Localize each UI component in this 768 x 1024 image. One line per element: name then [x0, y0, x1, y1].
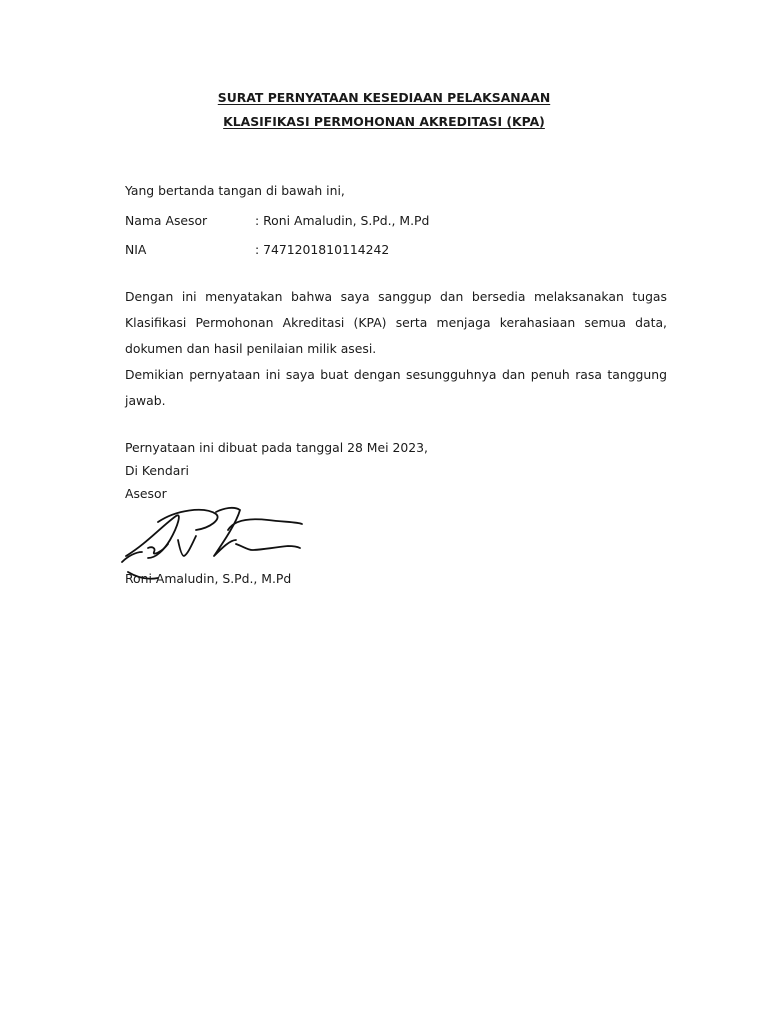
document-title-line-1: SURAT PERNYATAAN KESEDIAAN PELAKSANAAN [217, 90, 551, 105]
field-label-nama-asesor: Nama Asesor [125, 213, 208, 228]
closing-statement-paragraph [125, 362, 667, 414]
statement-line-2: Klasifikasi Permohonan Akreditasi (KPA) serta menjaga kerahasiaan semua data, [125, 315, 667, 330]
closing-statement-line-1: Demikian pernyataan ini saya buat dengan sesungguhnya dan penuh rasa tanggung [125, 367, 667, 382]
field-label-nia: NIA [125, 242, 147, 257]
place-line: Di Kendari [125, 463, 189, 478]
signer-name: Roni Amaludin, S.Pd., M.Pd [125, 571, 292, 586]
date-line: Pernyataan ini dibuat pada tanggal 28 Mei 2023, [125, 440, 428, 455]
role-line: Asesor [125, 486, 167, 501]
field-value-nama-asesor: : Roni Amaludin, S.Pd., M.Pd [255, 213, 430, 228]
intro-text: Yang bertanda tangan di bawah ini, [125, 183, 345, 198]
statement-line-1: Dengan ini menyatakan bahwa saya sanggup dan bersedia melaksanakan tugas [125, 289, 667, 304]
statement-line-3: dokumen dan hasil penilaian milik asesi. [125, 341, 377, 356]
field-value-nia: : 7471201810114242 [255, 242, 390, 257]
statement-paragraph [125, 284, 667, 362]
closing-statement-line-2: jawab. [125, 393, 166, 408]
document-title-line-2: KLASIFIKASI PERMOHONAN AKREDITASI (KPA) [223, 114, 545, 129]
